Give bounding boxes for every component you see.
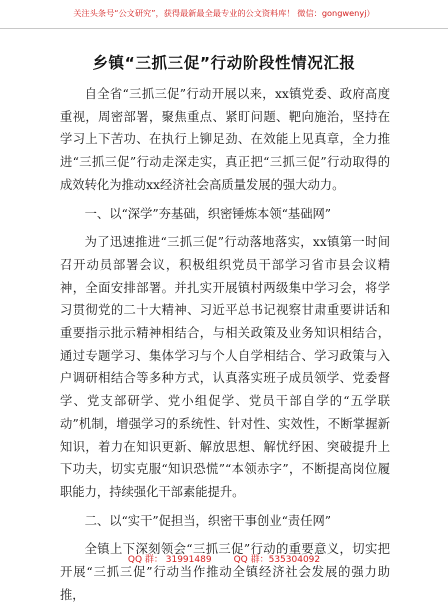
section-heading-2: 二、以“实干”促担当，织密干事创业“责任网”	[84, 513, 332, 528]
qq-group-1: QQ 群： 31991489	[127, 555, 212, 565]
footer-contact	[0, 552, 448, 565]
document-title: 乡镇“三抓三促”行动阶段性情况汇报	[92, 54, 356, 72]
section-heading-1: 一、以“深学”夯基础，织密锤炼本领“基础网”	[84, 206, 332, 221]
intro-paragraph: 自全省“三抓三促”行动开展以来，xx镇党委、政府高度重视，周密部署，聚焦重点、紧盯问题、靶向施治，坚持在学习上下苦功、在执行上铆足劲、在效能上见真章，全力推进“三抓三促”行动走深走实，真正把“三抓三促”行动取得的成效转化为推动xx经济社会高质量发展的强大动力。	[60, 87, 390, 192]
header-divider	[0, 28, 448, 29]
document-body	[60, 83, 390, 606]
section-1-paragraph: 为了迅速推进“三抓三促”行动落地落实，xx镇第一时间召开动员部署会议，积极组织党员干部学习省市县会议精神，全面安排部署。并扎实开展镇村两级集中学习会，将学习贯彻党的二十大精神、习近平总书记视察甘肃重要讲话和重要指示批示精神相结合，与相关政策及业务知识相结合，通过专题学习、集体学习与个人自学相结合、学习政策与入户调研相结合等多种方式，认真落实班子成员领学、党委督学、党支部研学、党小组促学、党员干部自学的“五学联动”机制，增强学习的系统性、针对性、实效性，不断掌握新知识，着力在知识更新、解放思想、解忧纾困、突破提升上下功夫，切实克服“知识恐慌”“本领赤字”，不断提高岗位履职能力，持续强化干部素能提升。	[60, 235, 390, 499]
header-banner: 关注头条号“公文研究”，获得最新最全最专业的公文资料库！ 微信：gongwenyj）	[73, 8, 375, 18]
qq-group-2: QQ 群：535304092	[233, 555, 321, 565]
section-2-paragraph: 全镇上下深刻领会“三抓三促”行动的重要意义，切实把开展“三抓三促”行动当作推动全镇经济社会发展的强力助推，	[60, 542, 390, 602]
